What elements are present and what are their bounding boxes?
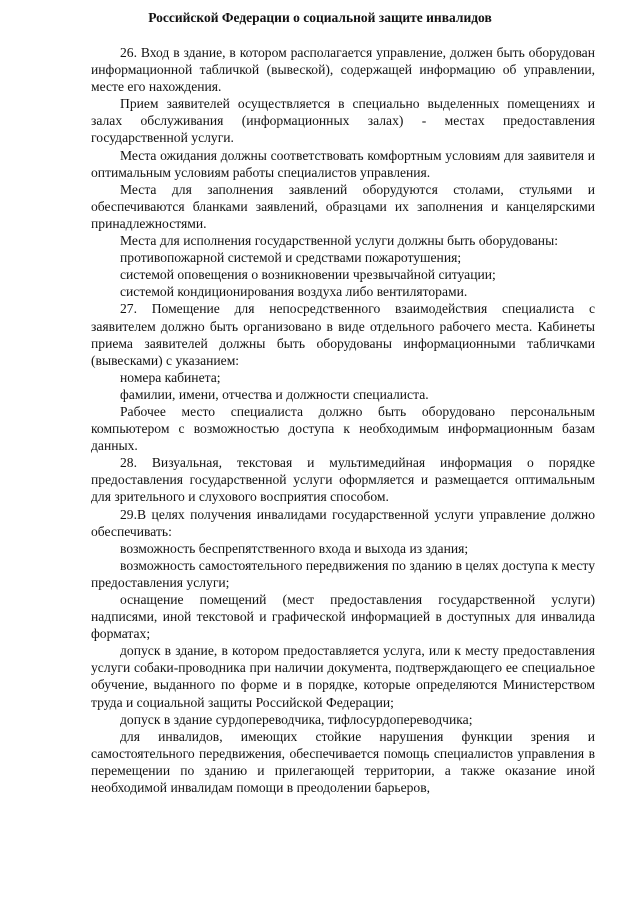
list-item: системой кондиционирования воздуха либо вентиляторами.	[120, 284, 468, 300]
list-item: возможность самостоятельного передвижения по зданию в целях доступа к месту предоставления услуги;	[91, 557, 595, 590]
paragraph-item-29: 29.В целях получения инвалидами государственной услуги управление должно обеспечивать:	[91, 506, 595, 539]
list-item: допуск в здание сурдопереводчика, тифлосурдопереводчика;	[120, 711, 473, 727]
paragraph-equipment: Места для исполнения государственной услуги должны быть оборудованы:	[120, 233, 558, 249]
list-item: возможность беспрепятственного входа и выхода из здания;	[120, 540, 469, 556]
paragraph-waiting: Места ожидания должны соответствовать комфортным условиям для заявителя и оптимальным условиям работы специалистов управления.	[91, 147, 595, 180]
paragraph-item-27: 27. Помещение для непосредственного взаимодействия специалиста с заявителем должно быть организовано в виде отдельного рабочего места. Кабинеты приема заявителей должны быть оборудованы информационными табличками (вывесками) с указанием:	[91, 301, 595, 368]
page-header: Российской Федерации о социальной защите инвалидов	[148, 10, 492, 25]
list-item: фамилии, имени, отчества и должности специалиста.	[120, 386, 429, 402]
paragraph-item-26: 26. Вход в здание, в котором располагается управление, должен быть оборудован информационной табличкой (вывеской), содержащей информацию об управлении, месте его нахождения.	[91, 45, 595, 95]
paragraph-workplace: Рабочее место специалиста должно быть оборудовано персональным компьютером с возможностью доступа к необходимым информационным базам данных.	[91, 403, 595, 454]
list-item: противопожарной системой и средствами пожаротушения;	[120, 250, 462, 266]
document-body	[91, 44, 595, 796]
list-item: допуск в здание, в котором предоставляется услуга, или к месту предоставления услуги собаки-проводника при наличии документа, подтверждающего ее специальное обучение, выданного по форме и в порядке, которые определяются Министерством труда и социальной защиты Российской Федерации;	[91, 643, 595, 710]
paragraph-item-28: 28. Визуальная, текстовая и мультимедийная информация о порядке предоставления государственной услуги оформляется и размещается оптимальным для зрительного и слухового восприятия способом.	[91, 455, 595, 505]
list-item: для инвалидов, имеющих стойкие нарушения функции зрения и самостоятельного передвижения, обеспечивается помощь специалистов управления в перемещении по зданию и прилегающей территории, а также оказание иной необходимой инвалидам помощи в преодолении барьеров,	[91, 728, 595, 796]
list-item: системой оповещения о возникновении чрезвычайной ситуации;	[120, 267, 496, 283]
list-item: оснащение помещений (мест предоставления государственной услуги) надписями, иной текстовой и графической информацией в доступных для инвалида форматах;	[91, 592, 595, 642]
paragraph-reception: Прием заявителей осуществляется в специально выделенных помещениях и залах обслуживания (информационных залах) - местах предоставления государственной услуги.	[91, 96, 595, 146]
paragraph-forms: Места для заполнения заявлений оборудуются столами, стульями и обеспечиваются бланками заявлений, образцами их заполнения и канцелярскими принадлежностями.	[91, 181, 595, 231]
list-item: номера кабинета;	[120, 369, 221, 385]
